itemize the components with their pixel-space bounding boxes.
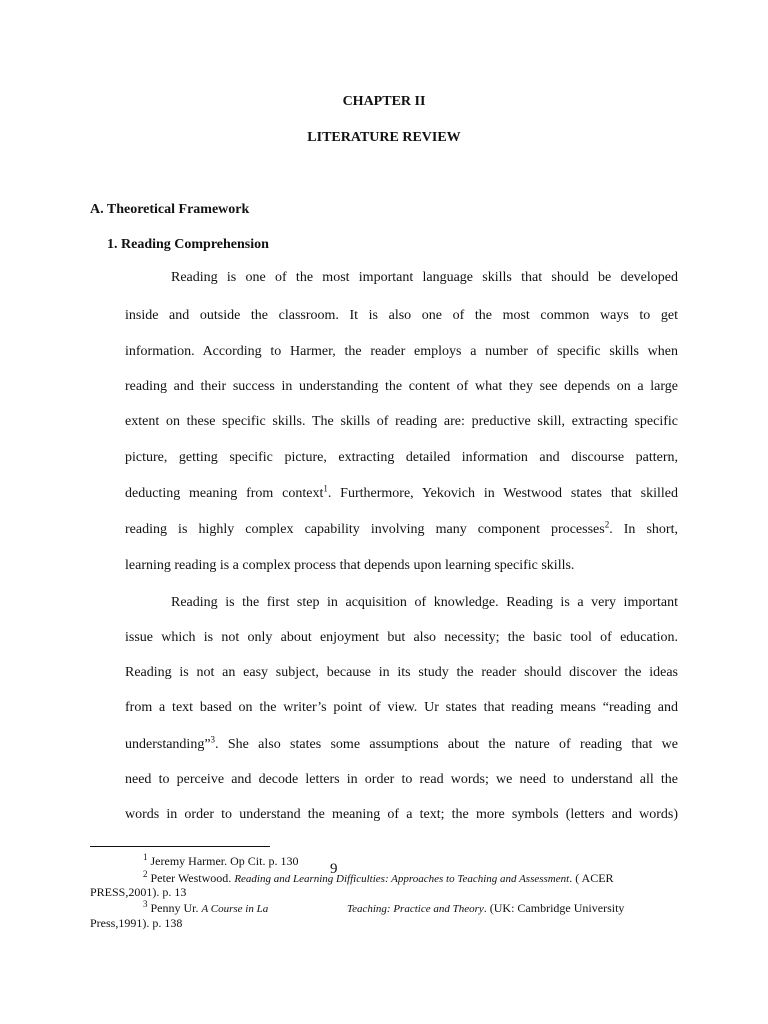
paragraph-line: Reading is the first step in acquisition of knowledge. Reading is a very important bbox=[171, 595, 678, 610]
paragraph-line: learning reading is a complex process that depends upon learning specific skills. bbox=[125, 558, 575, 573]
footnote-reference: 3 bbox=[210, 736, 216, 745]
footnote-2-number: 2 bbox=[143, 869, 148, 879]
paragraph-line: Reading is one of the most important language skills that should be developed bbox=[171, 270, 678, 285]
subsection-heading: 1. Reading Comprehension bbox=[107, 237, 269, 252]
footnote-3-title-part2: Teaching: Practice and Theory bbox=[347, 903, 484, 915]
footnote-3-number: 3 bbox=[143, 899, 148, 909]
footnote-2-author: Peter Westwood. bbox=[150, 871, 235, 885]
footnote-2-title: Reading and Learning Difficulties: Approaches to Teaching and Assessment bbox=[234, 873, 570, 885]
footnote-2-continuation: PRESS,2001). p. 13 bbox=[90, 885, 187, 899]
paragraph-line: need to perceive and decode letters in order to read words; we need to understand all the bbox=[125, 772, 678, 787]
paragraph-line: inside and outside the classroom. It is also one of the most common ways to get bbox=[125, 308, 678, 323]
footnote-reference: 2 bbox=[604, 521, 610, 530]
footnote-1-number: 1 bbox=[143, 852, 148, 862]
footnote-3-publisher: . (UK: Cambridge University bbox=[483, 901, 625, 915]
chapter-title: LITERATURE REVIEW bbox=[307, 130, 461, 145]
section-heading: A. Theoretical Framework bbox=[90, 202, 250, 217]
paragraph-line: reading is highly complex capability involving many component processes$^2$. In short, bbox=[125, 521, 678, 537]
paragraph-line: reading and their success in understanding the content of what they see depends on a large bbox=[125, 379, 678, 394]
paragraph-line: picture, getting specific picture, extracting detailed information and discourse pattern, bbox=[125, 450, 678, 465]
paragraph-line: extent on these specific skills. The skills of reading are: preductive skill, extracting specific bbox=[125, 414, 678, 429]
footnote-3-author: Penny Ur. bbox=[150, 901, 202, 915]
footnote-2-publisher: . ( ACER bbox=[569, 871, 614, 885]
footnote-reference: 1 bbox=[323, 485, 328, 494]
footnote-3-rest bbox=[347, 901, 624, 916]
page-number: 9 bbox=[330, 861, 338, 877]
paragraph-line: understanding”$^3$. She also states some assumptions about the nature of reading that we bbox=[125, 736, 678, 752]
paragraph-line: information. According to Harmer, the reader employs a number of specific skills when bbox=[125, 344, 678, 359]
paragraph-line: deducting meaning from context$^1$. Furthermore, Yekovich in Westwood states that skilled bbox=[125, 485, 678, 501]
paragraph-line: Reading is not an easy subject, because in its study the reader should discover the ideas bbox=[125, 665, 678, 680]
paragraph-line: words in order to understand the meaning of a text; the more symbols (letters and words) bbox=[125, 807, 678, 822]
footnote-3-continuation: Press,1991). p. 138 bbox=[90, 916, 183, 930]
footnote-rule bbox=[90, 846, 270, 847]
paragraph-line: issue which is not only about enjoyment but also necessity; the basic tool of education. bbox=[125, 630, 678, 645]
footnote-1-text: Jeremy Harmer. Op Cit. p. 130 bbox=[150, 854, 299, 868]
footnote-1 bbox=[143, 854, 298, 868]
footnote-3 bbox=[143, 901, 268, 916]
paragraph-line: from a text based on the writer’s point of view. Ur states that reading means “reading and bbox=[125, 700, 678, 715]
footnote-3-title-part1: A Course in La bbox=[201, 903, 269, 915]
chapter-label: CHAPTER II bbox=[342, 94, 426, 109]
footnote-2 bbox=[143, 871, 614, 886]
